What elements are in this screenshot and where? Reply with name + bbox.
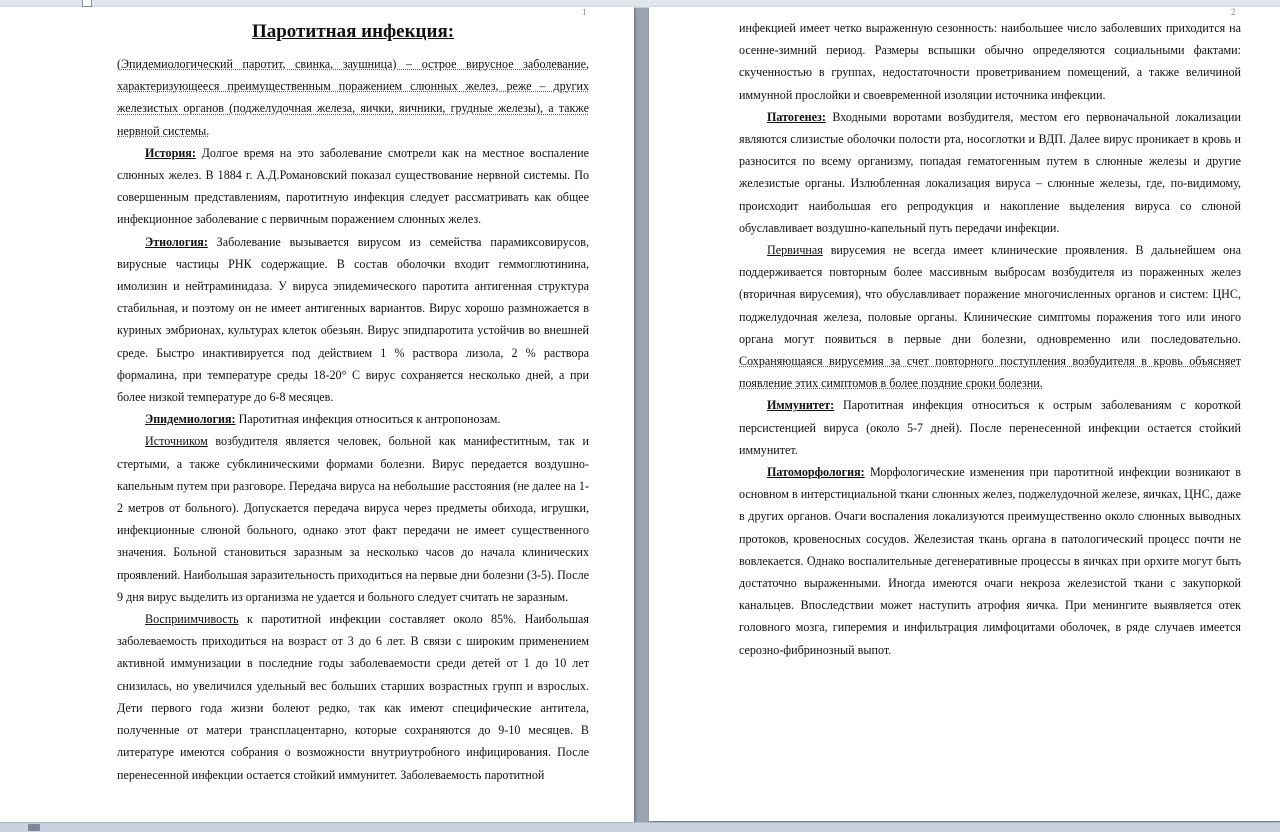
immunity-text: Паротитная инфекция относиться к острым заболеваниям с короткой персистенцией вируса (около 5-7 дней). После перенесенной инфекции остается стойкий иммунитет. — [739, 398, 1241, 457]
intro-text: (Эпидемиологический паротит, свинка, заушница) – острое вирусное заболевание, характеризующееся преимущественным поражением слюнных желез, реже – других железистых органов (поджелудочная железа, яички, яичники, грудные железы), а также нервной системы. — [117, 57, 589, 138]
seasonality-text: инфекцией имеет четко выраженную сезонность: наибольшее число заболевших приходится на осенне-зимний период. Размеры вспышки обычно определяются социальными фактами: скученностью в группах, недостаточности проветриванием помещений, а также величиной иммунной прослойки и своевременной изоляции источника инфекции. — [739, 21, 1241, 102]
seasonality-paragraph — [739, 17, 1241, 106]
etiology-text: Заболевание вызывается вирусом из семейства парамиксовирусов, вирусные частицы РНК содержащие. В состав оболочки входит геммоглютинина, имолизин и нейтраминидаза. У вируса эпидемического паротита антигенная структура стабильная, и поэтому он не имеет антигенных вариантов. Вирус хорошо размножается в куриных эмбрионах, культурах клеток обезьян. Вирус эпидпаротита устойчив во внешней среде. Быстро инактивируется под действием 1 % раствора лизола, 2 % раствора формалина, при температуре среды 18-20° С вирус сохраняется несколько дней, а при более низкой температуре до 6-8 месяцев. — [117, 234, 589, 405]
susceptibility-heading: Восприимчивость — [145, 612, 239, 627]
document-page-1 — [0, 7, 634, 825]
pathogenesis-paragraph — [739, 106, 1241, 239]
viremia-tail-text: Сохраняющаяся вирусемия за счет повторного поступления возбудителя в кровь объясняет появление этих симптомов в более поздние сроки болезни. — [739, 354, 1241, 391]
page-2-content[interactable] — [739, 17, 1241, 661]
page-number: 2 — [1231, 7, 1236, 17]
pathomorphology-paragraph — [739, 461, 1241, 661]
page-1-content[interactable] — [117, 19, 589, 786]
immunity-heading: Иммунитет: — [767, 398, 835, 413]
sources-paragraph — [117, 430, 589, 608]
view-mode-icon[interactable] — [28, 824, 40, 831]
viremia-heading: Первичная — [767, 243, 823, 258]
pathomorphology-text: Морфологические изменения при паротитной инфекции возникают в основном в интерстициальной ткани слюнных желез, поджелудочной железе, яичках, ЦНС, даже в других органов. Очаги воспаления локализуются преимущественно около слюнных выводных протоков, кровеносных сосудов. Железистая ткань органа в патологический процесс почти не вовлекается. Однако воспалительные дегенеративные процессы в яичках при орхите могут быть достаточно выраженными. Иногда имеются очаги некроза железистой ткани с закупоркой канальцев. Впоследствии может наступить атрофия яичка. При менингите выявляется отек головного мозга, гиперемия и инфильтрация лимфоцитами оболочек, в ряде случаев имеется серозно-фибринозный выпот. — [739, 465, 1241, 657]
susceptibility-paragraph — [117, 608, 589, 786]
document-title: Паротитная инфекция: — [251, 21, 455, 42]
viremia-paragraph — [739, 239, 1241, 394]
pathogenesis-text: Входными воротами возбудителя, местом его первоначальной локализации являются слизистые оболочки полости рта, носоглотки и ВДП. Далее вирус проникает в кровь и разносится по всему организму, попадая гематогенным путем в слюнные железы и другие железистые органы. Излюбленная локализация вируса – слюнные железы, где, по-видимому, происходит наибольшая его репродукция и накопление выделения вируса со слюной обуславливает воздушно-капельный путь передачи инфекции. — [739, 109, 1241, 235]
epidemiology-paragraph — [117, 408, 589, 430]
page-number: 1 — [582, 7, 587, 17]
pathogenesis-heading: Патогенез: — [767, 109, 826, 124]
history-paragraph — [117, 142, 589, 231]
pathomorphology-heading: Патоморфология: — [767, 465, 865, 480]
etiology-paragraph — [117, 231, 589, 409]
history-heading: История: — [145, 145, 196, 160]
sources-text: возбудителя является человек, больной как манифеститным, так и стертыми, а также субклиническими формами болезни. Вирус передается воздушно-капельным путем при разговоре. Передача вируса на небольшие расстояния (не далее на 1-2 метров от больного). Допускается передача вируса через предметы обихода, игрушки, инфекционные слюной больного, однако этот факт передачи не имеет существенного значения. Больной становиться заразным за несколько часов до начала клинических проявлений. Наибольшая заразительность приходиться на первые дни болезни (3-5). После 9 дня вирус выделить из организма не удается и больного следует считать не заразным. — [117, 434, 589, 604]
etiology-heading: Этиология: — [145, 234, 208, 249]
susceptibility-text: к паротитной инфекции составляет около 85%. Наибольшая заболеваемость приходиться на возраст от 3 до 6 лет. В связи с широким применением активной иммунизации в последние годы заболеваемости среди детей от 1 до 10 лет снизилась, но увеличился удельный вес больших старших возрастных групп и взрослых. Дети первого года жизни болеют редко, так как имеют специфические антитела, полученные от матери трансплацентарно, которые сохраняются до 9-10 месяцев. В литературе имеются собрания о возможности внутриутробного инфицирования. После перенесенной инфекции остается стойкий иммунитет. Заболеваемость паротитной — [117, 612, 589, 782]
document-page-2 — [649, 7, 1280, 821]
sources-heading: Источником — [145, 434, 208, 449]
intro-paragraph — [117, 53, 589, 142]
indent-marker-icon[interactable] — [82, 0, 92, 7]
epidemiology-text: Паротитная инфекция относиться к антропонозам. — [235, 412, 501, 427]
immunity-paragraph — [739, 394, 1241, 461]
history-text: Долгое время на это заболевание смотрели как на местное воспаление слюнных желез. В 1884 г. А.Д.Романовский показал существование нервной системы. По совершенным представлениям, паротитную инфекция следует рассматривать как общее инфекционное заболевание с первичным поражением слюнных желез. — [117, 145, 589, 227]
viremia-text: вирусемия не всегда имеет клинические проявления. В дальнейшем она поддерживается повторным более массивным выбросам возбудителя из пораженных желез (вторичная вирусемия), что обуславливает поражение многочисленных органов и систем: ЦНС, поджелудочная железа, половые органы. Клинические симптомы поражения того или иного органа могут появиться в первые дни болезни, одновременно или последовательно. — [739, 243, 1241, 346]
epidemiology-heading: Эпидемиология: — [145, 412, 236, 427]
